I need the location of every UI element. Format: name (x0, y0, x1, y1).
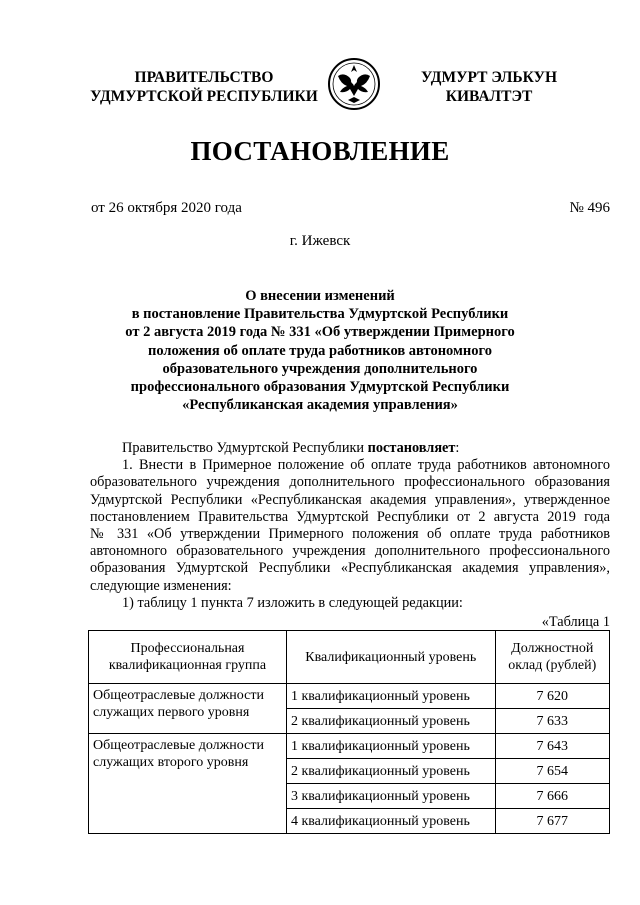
header-cell-salary: Должностной оклад (рублей) (495, 631, 609, 684)
intro-colon: : (455, 440, 460, 456)
level-cell: 1 квалификационный уровень (286, 734, 495, 759)
header-left-line-1: ПРАВИТЕЛЬСТВО (134, 69, 274, 86)
subitem1-paragraph: 1) таблицу 1 пункта 7 изложить в следующей редакции: (122, 594, 463, 611)
salary-cell: 7 654 (495, 759, 609, 784)
table-header-row (89, 631, 610, 684)
group-cell: Общеотраслевые должности служащих первого уровня (89, 684, 287, 734)
subject-line: положения об оплате труда работников автономного (148, 342, 492, 359)
level-cell: 2 квалификационный уровень (286, 759, 495, 784)
intro-keyword: постановляет (367, 440, 456, 456)
subject-line: профессионального образования Удмуртской Республики (130, 379, 510, 396)
table-row (89, 684, 610, 709)
item1-line: следующие изменения: (90, 577, 232, 594)
group-cell: Общеотраслевые должности служащих второго уровня (89, 734, 287, 834)
subject-line: от 2 августа 2019 года № 331 «Об утверждении Примерного (125, 324, 515, 341)
salary-cell: 7 620 (495, 684, 609, 709)
item1-line: 1. Внести в Примерное положение об оплате труда работников автономного (122, 457, 610, 474)
intro-paragraph (90, 440, 610, 457)
document-date: от 26 октября 2020 года (91, 200, 242, 216)
level-cell: 2 квалификационный уровень (286, 709, 495, 734)
item1-line: № 331 «Об утверждении Примерного положения об оплате труда работников (90, 526, 610, 543)
item1-line: образовательного учреждения дополнительного профессионального образования (90, 474, 610, 491)
item1-line: постановлением Правительства Удмуртской Республики от 2 августа 2019 года (90, 508, 610, 525)
header-right-line-1: УДМУРТ ЭЛЬКУН (420, 69, 558, 86)
header-left-line-2: УДМУРТСКОЙ РЕСПУБЛИКИ (90, 88, 318, 105)
salary-cell: 7 666 (495, 784, 609, 809)
header-right-line-2: КИВАЛТЭТ (445, 88, 533, 105)
item1-line: автономного образовательного учреждения дополнительного профессионального (90, 543, 610, 560)
coat-of-arms-emblem (326, 56, 382, 112)
document-number: № 496 (569, 200, 610, 216)
document-title: ПОСТАНОВЛЕНИЕ (190, 136, 450, 166)
intro-text: Правительство Удмуртской Республики (122, 440, 368, 456)
level-cell: 4 квалификационный уровень (286, 809, 495, 834)
level-cell: 1 квалификационный уровень (286, 684, 495, 709)
salary-cell: 7 633 (495, 709, 609, 734)
item1-line: образования Удмуртской Республики «Республиканская академия управления», (90, 560, 610, 577)
document-body (90, 440, 610, 612)
document-subject (120, 287, 520, 414)
item1-line: Удмуртской Республики «Республиканская академия управления», утвержденное (90, 491, 610, 508)
table-caption: «Таблица 1 (541, 614, 610, 630)
salary-cell: 7 643 (495, 734, 609, 759)
salary-cell: 7 677 (495, 809, 609, 834)
subject-line: О внесении изменений (245, 288, 395, 304)
table-row (89, 734, 610, 759)
header-right (414, 68, 564, 106)
subject-line: образовательного учреждения дополнительного (162, 360, 478, 377)
header-left (84, 68, 324, 106)
salary-table (88, 630, 610, 834)
header-cell-level: Квалификационный уровень (286, 631, 495, 684)
document-city: г. Ижевск (289, 233, 351, 249)
subject-line: «Республиканская академия управления» (182, 397, 458, 414)
level-cell: 3 квалификационный уровень (286, 784, 495, 809)
subject-line: в постановление Правительства Удмуртской Республики (131, 306, 509, 323)
header-cell-group: Профессиональная квалификационная группа (89, 631, 287, 684)
